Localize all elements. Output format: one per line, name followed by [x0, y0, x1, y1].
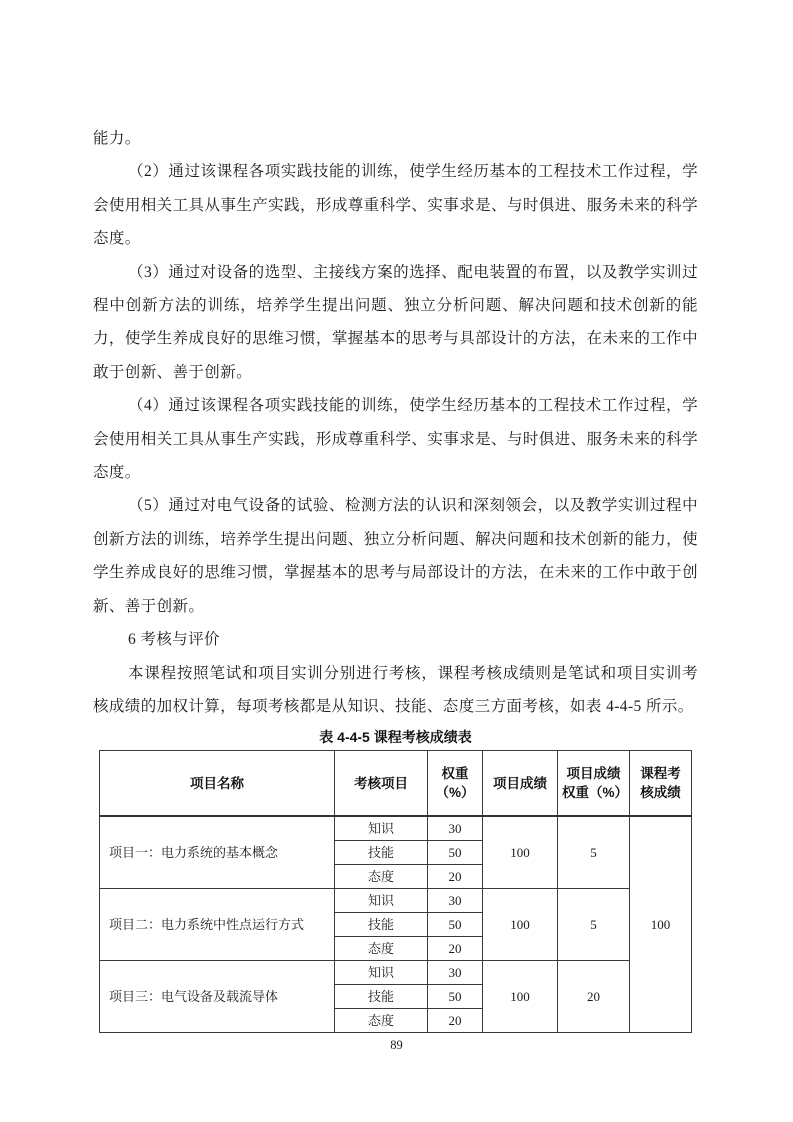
- section-heading: 6 考核与评价: [128, 631, 220, 649]
- project-name-cell: 项目二：电力系统中性点运行方式: [100, 889, 335, 961]
- paragraph-5: （5）通过对电气设备的试验、检测方法的认识和深刻领会，以及教学实训过程中创新方法的训练，培养学生提出问题、独立分析问题、解决问题和技术创新的能力，使学生养成良好的思维习惯，掌握基本的思考与局部设计的方法，在未来的工作中敢于创新、善于创新。: [93, 497, 698, 615]
- table-row: [100, 816, 692, 841]
- assessment-item-cell: 技能: [335, 841, 428, 865]
- weight-cell: 30: [428, 889, 483, 913]
- weight-cell: 30: [428, 961, 483, 985]
- project-name-cell: 项目一：电力系统的基本概念: [100, 816, 335, 889]
- col-header-project-score: 项目成绩: [483, 751, 558, 817]
- project-score-cell: 100: [483, 889, 558, 961]
- assessment-score-table: [99, 750, 692, 1033]
- col-header-project-name: 项目名称: [100, 751, 335, 817]
- col-header-assessment-item: 考核项目: [335, 751, 428, 817]
- col-header-course-score: 课程考核成绩: [630, 751, 692, 817]
- weight-cell: 20: [428, 1009, 483, 1033]
- assessment-item-cell: 知识: [335, 961, 428, 985]
- weight-cell: 50: [428, 985, 483, 1009]
- assessment-item-cell: 技能: [335, 913, 428, 937]
- weight-cell: 20: [428, 865, 483, 889]
- project-score-cell: 100: [483, 816, 558, 889]
- course-score-cell: 100: [630, 816, 692, 1033]
- col-header-project-score-weight: 项目成绩权重（%）: [558, 751, 630, 817]
- paragraph-4: （4）通过该课程各项实践技能的训练，使学生经历基本的工程技术工作过程，学会使用相关工具从事生产实践，形成尊重科学、实事求是、与时俱进、服务未来的科学态度。: [93, 397, 698, 482]
- assessment-item-cell: 态度: [335, 865, 428, 889]
- assessment-intro-paragraph: 本课程按照笔试和项目实训分别进行考核，课程考核成绩则是笔试和项目实训考核成绩的加权计算，每项考核都是从知识、技能、态度三方面考核，如表 4-4-5 所示。: [93, 664, 698, 715]
- weight-cell: 50: [428, 841, 483, 865]
- assessment-item-cell: 知识: [335, 816, 428, 841]
- assessment-item-cell: 技能: [335, 985, 428, 1009]
- weight-cell: 50: [428, 913, 483, 937]
- assessment-item-cell: 态度: [335, 1009, 428, 1033]
- table-caption: 表 4-4-5 课程考核成绩表: [319, 729, 472, 746]
- page-number: 89: [390, 1038, 403, 1052]
- paragraph-3: （3）通过对设备的选型、主接线方案的选择、配电装置的布置，以及教学实训过程中创新方法的训练，培养学生提出问题、独立分析问题、解决问题和技术创新的能力，使学生养成良好的思维习惯，掌握基本的思考与具部设计的方法，在未来的工作中敢于创新、善于创新。: [93, 263, 698, 381]
- project-name-cell: 项目三：电气设备及载流导体: [100, 961, 335, 1033]
- table-row: [100, 889, 692, 913]
- document-content: [93, 122, 698, 1033]
- project-score-cell: 100: [483, 961, 558, 1033]
- paragraph-fragment: 能力。: [93, 130, 141, 147]
- project-score-weight-cell: 20: [558, 961, 630, 1033]
- weight-cell: 30: [428, 816, 483, 841]
- assessment-item-cell: 知识: [335, 889, 428, 913]
- paragraph-2: （2）通过该课程各项实践技能的训练，使学生经历基本的工程技术工作过程，学会使用相关工具从事生产实践，形成尊重科学、实事求是、与时俱进、服务未来的科学态度。: [93, 163, 698, 248]
- assessment-item-cell: 态度: [335, 937, 428, 961]
- weight-cell: 20: [428, 937, 483, 961]
- table-header-row: [100, 751, 692, 817]
- table-row: [100, 961, 692, 985]
- project-score-weight-cell: 5: [558, 816, 630, 889]
- col-header-weight: 权重（%）: [428, 751, 483, 817]
- project-score-weight-cell: 5: [558, 889, 630, 961]
